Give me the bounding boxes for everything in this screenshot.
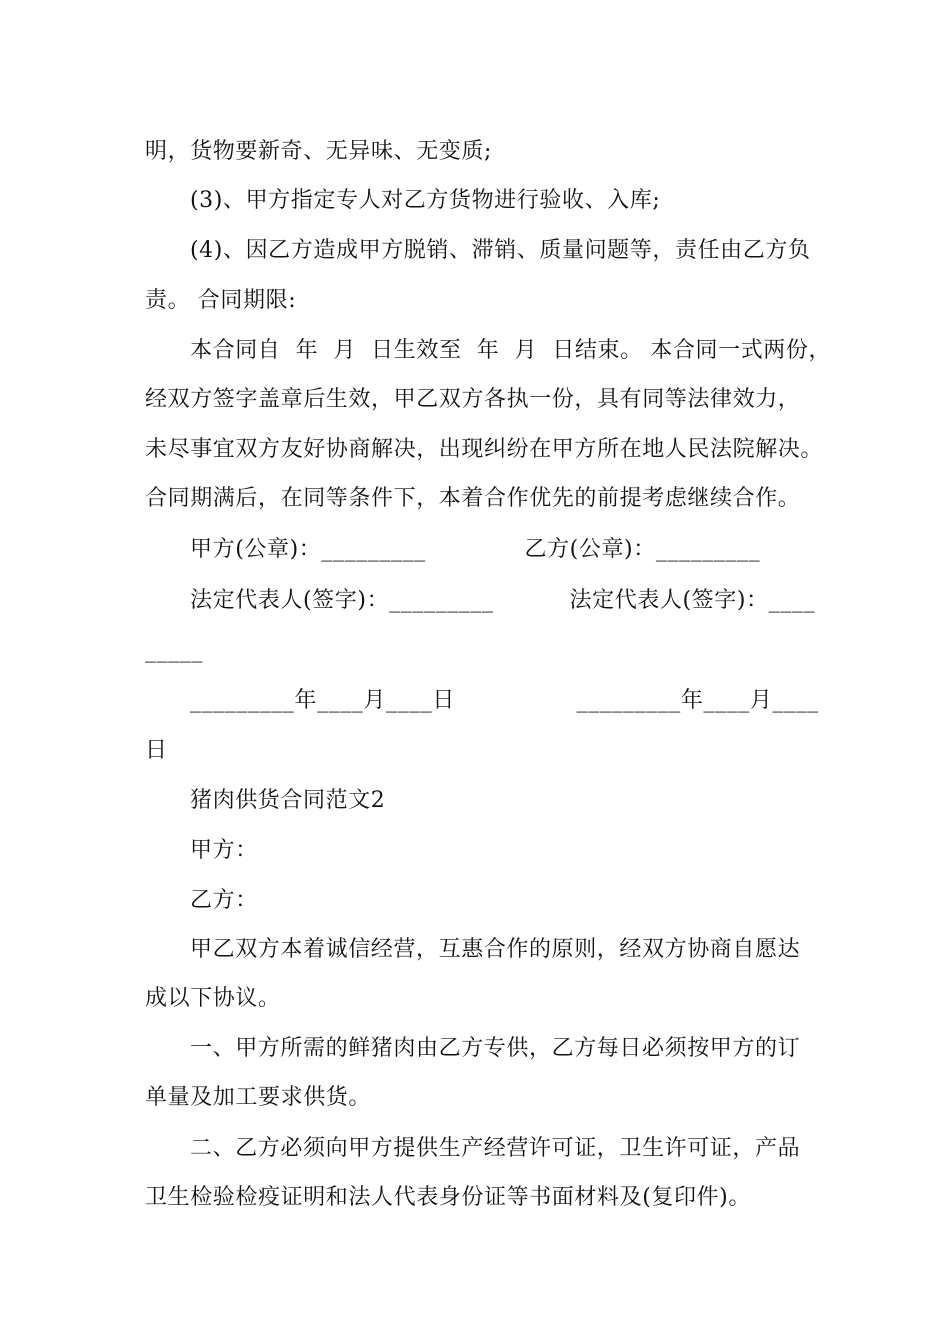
section-title: 猪肉供货合同范文2 — [190, 788, 386, 813]
text-line: 一、甲方所需的鲜猪肉由乙方专供，乙方每日必须按甲方的订 — [190, 1036, 801, 1061]
text-line: 卫生检验检疫证明和法人代表身份证等书面材料及(复印件)。 — [145, 1185, 751, 1210]
text-line: 经双方签字盖章后生效，甲乙双方各执一份，具有同等法律效力， — [145, 387, 801, 412]
text-line: 甲乙双方本着诚信经营，互惠合作的原则，经双方协商自愿达 — [190, 937, 801, 962]
text-line: 未尽事宜双方友好协商解决，出现纠纷在甲方所在地人民法院解决。 — [145, 437, 824, 462]
text-line: 日 — [145, 738, 168, 763]
text-line: 单量及加工要求供货。 — [145, 1085, 372, 1110]
text-line: 成以下协议。 — [145, 986, 281, 1011]
party-b-label: 乙方： — [190, 888, 258, 913]
text-line: (4)、因乙方造成甲方脱销、滞销、质量问题等，责任由乙方负 — [190, 238, 811, 263]
text-line: 二、乙方必须向甲方提供生产经营许可证，卫生许可证，产品 — [190, 1136, 801, 1161]
text-line: (3)、甲方指定专人对乙方货物进行验收、入库; — [190, 188, 661, 213]
signature-date-line: _________年____月____日 _________年____月____ — [190, 688, 819, 713]
text-line: 责。 合同期限: — [145, 288, 297, 313]
text-line: 合同期满后，在同等条件下，本着合作优先的前提考虑继续合作。 — [145, 486, 801, 511]
signature-party-line: 甲方(公章)：_________ 乙方(公章)：_________ — [190, 537, 761, 562]
text-line: _____ — [145, 638, 203, 663]
party-a-label: 甲方： — [190, 838, 258, 863]
text-line: 明，货物要新奇、无异味、无变质; — [145, 139, 493, 164]
signature-representative-line: 法定代表人(签字)：_________ 法定代表人(签字)：____ — [190, 588, 816, 613]
text-line: 本合同自 年 月 日生效至 年 月 日结束。 本合同一式两份， — [190, 338, 832, 363]
